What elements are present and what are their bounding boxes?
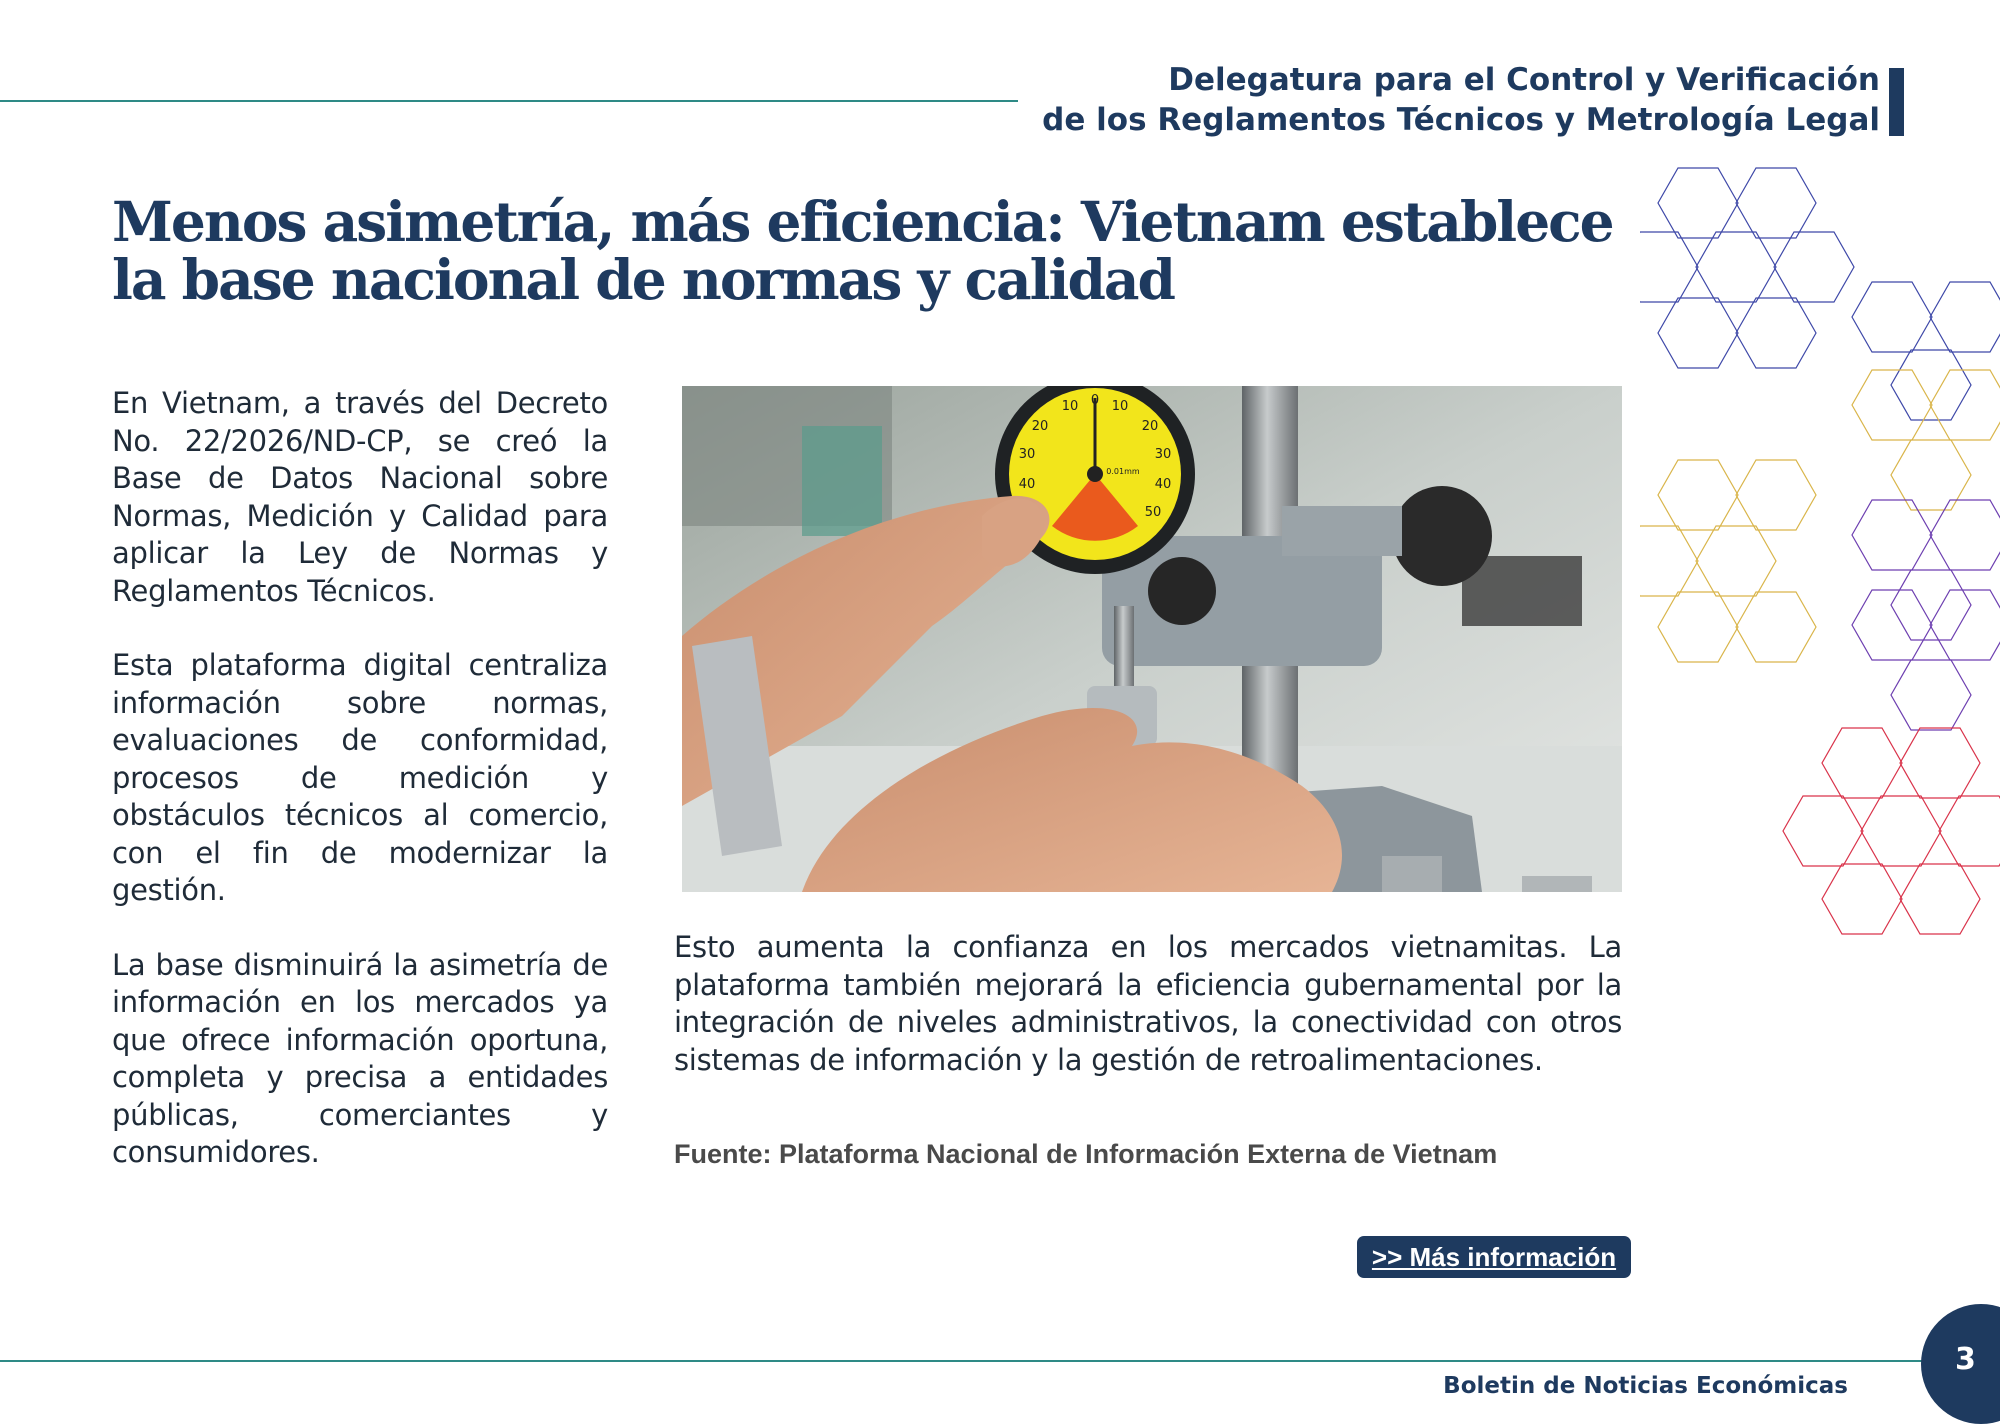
header-line-1: Delegatura para el Control y Verificación — [1168, 62, 1880, 98]
right-paragraph: Esto aumenta la confianza en los mercados vietnamitas. La plataforma también mejorará la eficiencia gubernamental por la integración de niveles administrativos, la conectividad con otros sistemas de información y la gestión de retroalimentaciones. — [674, 930, 1622, 1077]
header-rule — [0, 100, 1018, 102]
paragraph-2: Esta plataforma digital centraliza información sobre normas, evaluaciones de conformidad, procesos de medición y obstáculos técnicos al comercio, con el fin de modernizar la gestión. — [112, 648, 608, 907]
source-credit: Fuente: Plataforma Nacional de Información Externa de Vietnam — [674, 1139, 1498, 1169]
dial-gauge-photo — [682, 386, 1622, 892]
more-info-button[interactable]: >> Más información — [1357, 1236, 1631, 1278]
page-number: 3 — [1955, 1342, 1976, 1377]
dial-number-right-2: 30 — [1154, 447, 1172, 462]
page-number-badge — [1921, 1304, 2000, 1424]
header-title — [1042, 60, 1880, 140]
dial-number-right-1: 20 — [1141, 419, 1159, 434]
article-title: Menos asimetría, más eficiencia: Vietnam establece la base nacional de normas y calidad — [112, 189, 1613, 312]
footer-rule — [0, 1360, 1925, 1362]
dial-number-right-3: 40 — [1154, 477, 1172, 492]
paragraph-1: En Vietnam, a través del Decreto No. 22/2026/ND-CP, se creó la Base de Datos Nacional sobre Normas, Medición y Calidad para aplicar la Ley de Normas y Reglamentos Técnicos. — [112, 386, 608, 608]
dial-number-left-2: 30 — [1018, 447, 1036, 462]
dial-number-left-1: 20 — [1031, 419, 1049, 434]
dial-number-top-left: 10 — [1061, 399, 1079, 414]
dial-unit-label: 0.01mm — [1106, 467, 1140, 476]
left-column — [112, 385, 608, 1209]
dial-number-top-right: 10 — [1111, 399, 1129, 414]
dial-number-top-center: 0 — [1090, 393, 1100, 408]
hexagon-decoration — [1640, 160, 2000, 980]
header-accent-bar — [1889, 68, 1904, 136]
dial-number-right-4: 50 — [1144, 505, 1162, 520]
publication-name: Boletin de Noticias Económicas — [1443, 1373, 1848, 1399]
paragraph-3: La base disminuirá la asimetría de información en los mercados ya que ofrece información oportuna, completa y precisa a entidades públicas, comerciantes y consumidores. — [112, 947, 608, 1169]
header-line-2: de los Reglamentos Técnicos y Metrología Legal — [1042, 102, 1880, 138]
dial-number-left-3: 40 — [1018, 477, 1036, 492]
